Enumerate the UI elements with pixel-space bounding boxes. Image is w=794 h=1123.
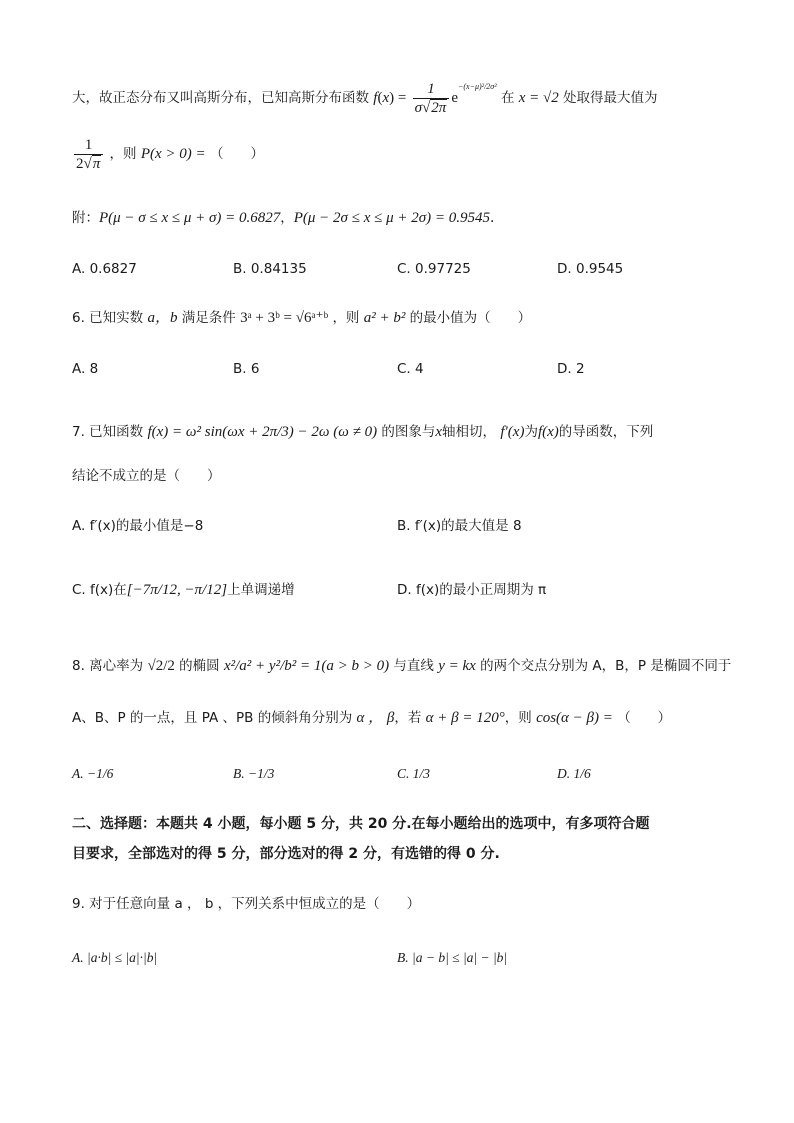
q7-option-b[interactable]: B. f′(x)的最大值是 8 [397, 518, 522, 534]
q8-stem-mid2: 与直线 [393, 658, 434, 674]
q8-target: cos(α − β) = [536, 710, 613, 726]
q5-note1: P(μ − σ ≤ x ≤ μ + σ) = 0.6827 [99, 210, 281, 226]
q6-stem-mid: 满足条件 [181, 310, 236, 326]
q6-option-c[interactable]: C. 4 [397, 361, 424, 377]
q5-gauss-fraction: $\frac{1}{\sigma√2\pi}$ [413, 80, 450, 117]
q7-stem-mid3: 为 [524, 424, 538, 440]
q8-stem-end: 的两个交点分别为 A，B，P 是椭圆不同于 [480, 658, 732, 674]
q6-option-b[interactable]: B. 6 [233, 361, 260, 377]
q5-option-b[interactable]: B. 0.84135 [233, 261, 307, 277]
q6-option-d[interactable]: D. 2 [557, 361, 585, 377]
q5-line1-pre: 大，故正态分布又叫高斯分布，已知高斯分布函数 [72, 90, 369, 106]
q5-line2 [72, 134, 264, 174]
q7-func: f(x) = ω² sin(ωx + 2π/3) − 2ω (ω ≠ 0) [147, 424, 378, 440]
q6-option-a[interactable]: A. 8 [72, 361, 99, 377]
q5-line1: 大，故正态分布又叫高斯分布，已知高斯分布函数 f(x) = $\frac{1}{\sigma√2\pi}$ e−(x−μ)²/2σ² 在 x = √2 处取得最大值为 [72, 80, 658, 114]
q9-option-a[interactable]: A. |a·b| ≤ |a|·|b| [72, 950, 158, 965]
q6-vars: a，b [147, 310, 178, 326]
q7-option-c-interval: [−7π/12, −π/12] [126, 582, 228, 598]
q7-option-a[interactable]: A. f′(x)的最小值是−8 [72, 518, 204, 534]
q7-option-d[interactable]: D. f(x)的最小正周期为 π [397, 582, 547, 598]
q5-e: e [451, 90, 458, 106]
q7-stem-mid: 的图象与 [381, 424, 436, 440]
q5-max-fraction: $\frac{1}{2√\pi}$ [74, 136, 103, 173]
q8-line2-mid: ，若 [394, 710, 422, 726]
q8-stem-line1 [72, 656, 731, 676]
q8-option-b[interactable]: B. −1/3 [233, 766, 275, 781]
q7-stem-mid2: 轴相切， [442, 424, 497, 440]
section2-heading-line2: 目要求，全部选对的得 5 分，部分选对的得 2 分，有选错的得 0 分. [72, 846, 500, 862]
q5-ask-paren: （ ） [209, 146, 264, 162]
q6-cond: 3ᵃ + 3ᵇ = √6ᵃ⁺ᵇ [240, 310, 329, 326]
q6-stem-pre: 6. 已知实数 [72, 310, 144, 326]
q7-option-c[interactable] [72, 580, 295, 600]
q5-exponent: −(x−μ)²/2σ² [457, 82, 497, 91]
q7-fx: f(x) [537, 424, 559, 440]
q8-option-c[interactable]: C. 1/3 [397, 766, 431, 781]
q7-axis: x [435, 424, 443, 440]
q7-stem-end: 的导函数，下列 [558, 424, 654, 440]
q5-option-c[interactable]: C. 0.97725 [397, 261, 471, 277]
q8-line2-pre: A、B、P 的一点，且 PA 、PB 的倾斜角分别为 [72, 710, 353, 726]
q5-note-sep: ， [280, 210, 294, 226]
q6-target: a² + b² [363, 310, 406, 326]
q7-option-c-post: 上单调递增 [227, 582, 295, 598]
q5-note-end: . [490, 210, 495, 226]
q8-stem-pre: 8. 离心率为 [72, 658, 144, 674]
q9-stem: 9. 对于任意向量 a ， b ，下列关系中恒成立的是（ ） [72, 896, 421, 912]
q8-line2-mid2: ，则 [504, 710, 532, 726]
q5-fx: f [373, 90, 378, 106]
q5-line1-end: 处取得最大值为 [563, 90, 658, 106]
q5-cond: x = √2 [518, 90, 559, 106]
q5-note2: P(μ − 2σ ≤ x ≤ μ + 2σ) = 0.9545 [293, 210, 490, 226]
q5-line1-post: 在 [500, 90, 515, 106]
q5-option-a[interactable]: A. 0.6827 [72, 261, 137, 277]
q7-stem-line2: 结论不成立的是（ ） [72, 468, 221, 484]
q6-stem [72, 308, 531, 328]
q9-option-b[interactable]: B. |a − b| ≤ |a| − |b| [397, 950, 508, 965]
q7-stem-line1 [72, 416, 653, 448]
q8-option-d[interactable]: D. 1/6 [557, 766, 591, 781]
q8-ellipse: x²/a² + y²/b² = 1(a > b > 0) [223, 658, 390, 674]
q8-angles: α ， β [356, 710, 395, 726]
q7-deriv: f′(x) [500, 424, 525, 440]
q8-option-a[interactable]: A. −1/6 [72, 766, 114, 781]
q5-ask-math: P(x > 0) = [140, 146, 206, 162]
q5-ask: ，则 [109, 146, 137, 162]
q5-note [72, 208, 494, 228]
q8-line: y = kx [438, 658, 476, 674]
q8-stem-line2 [72, 708, 671, 728]
q6-stem-mid2: ，则 [332, 310, 360, 326]
q8-line2-end: （ ） [617, 710, 672, 726]
q8-ecc: √2/2 [147, 658, 175, 674]
q8-stem-mid: 的椭圆 [179, 658, 220, 674]
q6-stem-end: 的最小值为（ ） [409, 310, 532, 326]
q7-stem-pre: 7. 已知函数 [72, 424, 144, 440]
section2-heading-line1: 二、选择题：本题共 4 小题，每小题 5 分，共 20 分.在每小题给出的选项中，有多项符合题 [72, 816, 650, 832]
q5-note-prefix: 附： [72, 210, 99, 226]
q5-option-d[interactable]: D. 0.9545 [557, 261, 624, 277]
q8-sum: α + β = 120° [425, 710, 505, 726]
q7-option-c-pre: C. f(x)在 [72, 582, 127, 598]
